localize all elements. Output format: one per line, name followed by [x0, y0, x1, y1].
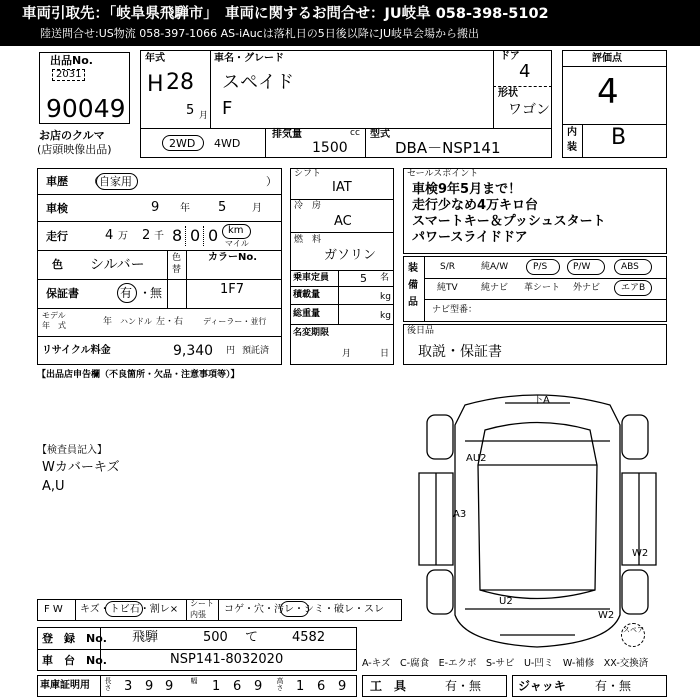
mileage-d2: 0	[190, 226, 201, 245]
fuel-value: ガソリン	[324, 248, 377, 263]
chassis-value: NSP141-8032020	[170, 652, 284, 667]
spare-label: スペア	[623, 626, 644, 634]
registration-number: 4582	[292, 630, 326, 645]
shift-value: IAT	[332, 180, 352, 195]
lot-sub-number: 2031	[52, 69, 85, 81]
displacement-label: 排気量	[272, 129, 302, 140]
equip-ps: P/S	[533, 262, 548, 272]
mark-w2-rear: W2	[598, 610, 615, 621]
gross-label: 総重量	[293, 309, 321, 319]
fw-items2: コゲ・穴・汚レ・シミ・破レ・スレ	[224, 604, 384, 615]
model-name: スペイド	[222, 72, 294, 93]
displacement-unit: cc	[350, 128, 360, 138]
type-value: DBA－NSP141	[395, 139, 501, 157]
reg-change-label: 名変期限	[293, 328, 330, 338]
equip-navi: 純ナビ	[481, 283, 509, 293]
damage-legend: A-キズ C-腐食 E-エクボ S-サビ U-凹ミ W-補修 XX-交換済	[362, 658, 649, 669]
recycle-label: リサイクル料金	[42, 345, 111, 356]
color-value: シルバー	[90, 257, 145, 273]
wheel-rear-left	[427, 570, 453, 614]
interior-value: B	[611, 125, 627, 150]
mileage-d3: 0	[208, 226, 219, 245]
accessories-label: 後日品	[407, 326, 435, 336]
mileage-sen: 2	[142, 228, 151, 243]
wheel-front-left	[427, 415, 453, 459]
aircon-label: 冷 房	[294, 201, 322, 211]
fw-label: F W	[44, 604, 63, 615]
sales-label: セールスポイント	[407, 169, 479, 179]
jack-label: ジャッキ	[518, 679, 566, 693]
inspection-year: 9	[151, 200, 160, 215]
chassis-label: 車 台 No.	[42, 654, 107, 667]
equip-tv: 純TV	[437, 283, 458, 293]
recycle-value: 9,340	[173, 343, 214, 359]
equip-navi-model: ナビ型番：	[432, 305, 478, 315]
registration-area: 飛騨	[132, 630, 159, 645]
sales-line-1: 車検9年5月まで！	[412, 182, 522, 197]
load-label: 積載量	[293, 290, 321, 300]
remarks-label: 【出品店申告欄（不良箇所・欠品・注意事項等）】	[37, 370, 240, 380]
model-grade: F	[222, 98, 233, 119]
sales-line-2: 走行少なめ4万キロ台	[412, 198, 539, 213]
equip-abs: ABS	[621, 262, 639, 272]
interior-label2: 装	[567, 142, 577, 153]
mileage-d1: 8	[172, 226, 183, 245]
warranty-no: 無	[150, 286, 163, 300]
mark-au2: AU2	[466, 453, 487, 464]
inspection-month: 5	[218, 200, 227, 215]
lot-note1: お店のクルマ	[39, 129, 105, 142]
doors-value: 4	[519, 61, 531, 82]
shift-label: シフト	[294, 169, 322, 179]
drive-4wd: 4WD	[214, 137, 241, 150]
wheel-rear-right	[622, 570, 648, 614]
car-damage-diagram	[405, 385, 670, 650]
inspector-line-1: Wカバーキズ	[42, 460, 120, 475]
jack-value: 有・無	[595, 679, 632, 693]
mileage-unit: km	[228, 225, 244, 236]
equip-ext-navi: 外ナビ	[573, 283, 601, 293]
header-line1: 車両引取先：「岐阜県飛騨市」 車両に関するお問合せ：JU岐阜 058-398-5102	[22, 6, 549, 22]
inspector-line-2: A,U	[42, 479, 65, 494]
lot-label: 出品No.	[50, 54, 93, 67]
equip-pw: P/W	[573, 262, 591, 272]
equip-airbag: エアB	[621, 283, 646, 293]
equip-aw: 純A/W	[481, 262, 509, 272]
capacity-label: 乗車定員	[293, 273, 330, 283]
history-label: 車歴	[46, 175, 68, 188]
mark-w2-right: W2	[632, 548, 649, 559]
type-label: 型式	[370, 129, 390, 140]
shape-value: ワゴン	[508, 102, 550, 118]
warranty-yes: 有	[120, 286, 133, 300]
interior-label1: 内	[567, 127, 577, 138]
color-label: 色	[52, 258, 63, 271]
year-month-unit: 月	[199, 111, 209, 121]
score-value: 4	[597, 72, 619, 112]
mark-a3: A3	[453, 509, 467, 520]
doors-label: ドア	[500, 51, 520, 62]
sales-line-3: スマートキー＆プッシュスタート	[412, 214, 606, 229]
registration-kana: て	[245, 630, 259, 645]
sales-line-4: パワースライドドア	[412, 230, 528, 245]
tools-value: 有・無	[445, 679, 482, 693]
mark-top: 下A	[533, 395, 550, 406]
displacement-value: 1500	[312, 140, 348, 156]
mileage-man: 4	[105, 228, 114, 243]
year-month: 5	[186, 103, 195, 118]
color-code-label: カラーNo.	[208, 252, 258, 263]
warranty-label: 保証書	[46, 287, 79, 300]
fw-items: キズ・トビ石・割レ×	[80, 604, 179, 615]
lot-number: 90049	[46, 94, 126, 123]
inspector-label: 【検査員記入】	[37, 445, 107, 456]
shape-label: 形状	[498, 88, 518, 99]
header-line2: 陸送問合せ:US物流 058-397-1066 AS-iAucは落札日の5日後以降にJU岐阜会場から搬出	[40, 27, 480, 40]
cert-label: 車庫証明用	[40, 680, 90, 691]
year-value: 28	[166, 70, 194, 95]
drive-2wd: 2WD	[169, 137, 196, 150]
car-roof-outline	[478, 423, 597, 599]
inspection-label: 車検	[46, 202, 68, 215]
lot-note2: (店頭映像出品)	[37, 143, 112, 156]
history-value: 自家用	[99, 175, 132, 188]
accessories-value: 取説・保証書	[418, 344, 502, 360]
mark-u2: U2	[499, 596, 513, 607]
score-label: 評価点	[592, 53, 622, 64]
registration-label: 登 録 No.	[42, 632, 107, 645]
model-label: 車名・グレード	[214, 53, 284, 64]
equip-sr: S/R	[440, 262, 455, 272]
registration-class: 500	[203, 630, 228, 645]
year-label: 年式	[145, 53, 165, 64]
fuel-label: 燃 料	[294, 235, 322, 245]
capacity-value: 5	[360, 272, 367, 285]
color-code: 1F7	[220, 282, 245, 297]
equip-leather: 革シート	[524, 283, 561, 293]
aircon-value: AC	[334, 214, 352, 229]
tools-label: 工 具	[370, 679, 407, 693]
year-era: H	[147, 72, 164, 97]
wheel-front-right	[622, 415, 648, 459]
mileage-label: 走行	[46, 230, 68, 243]
